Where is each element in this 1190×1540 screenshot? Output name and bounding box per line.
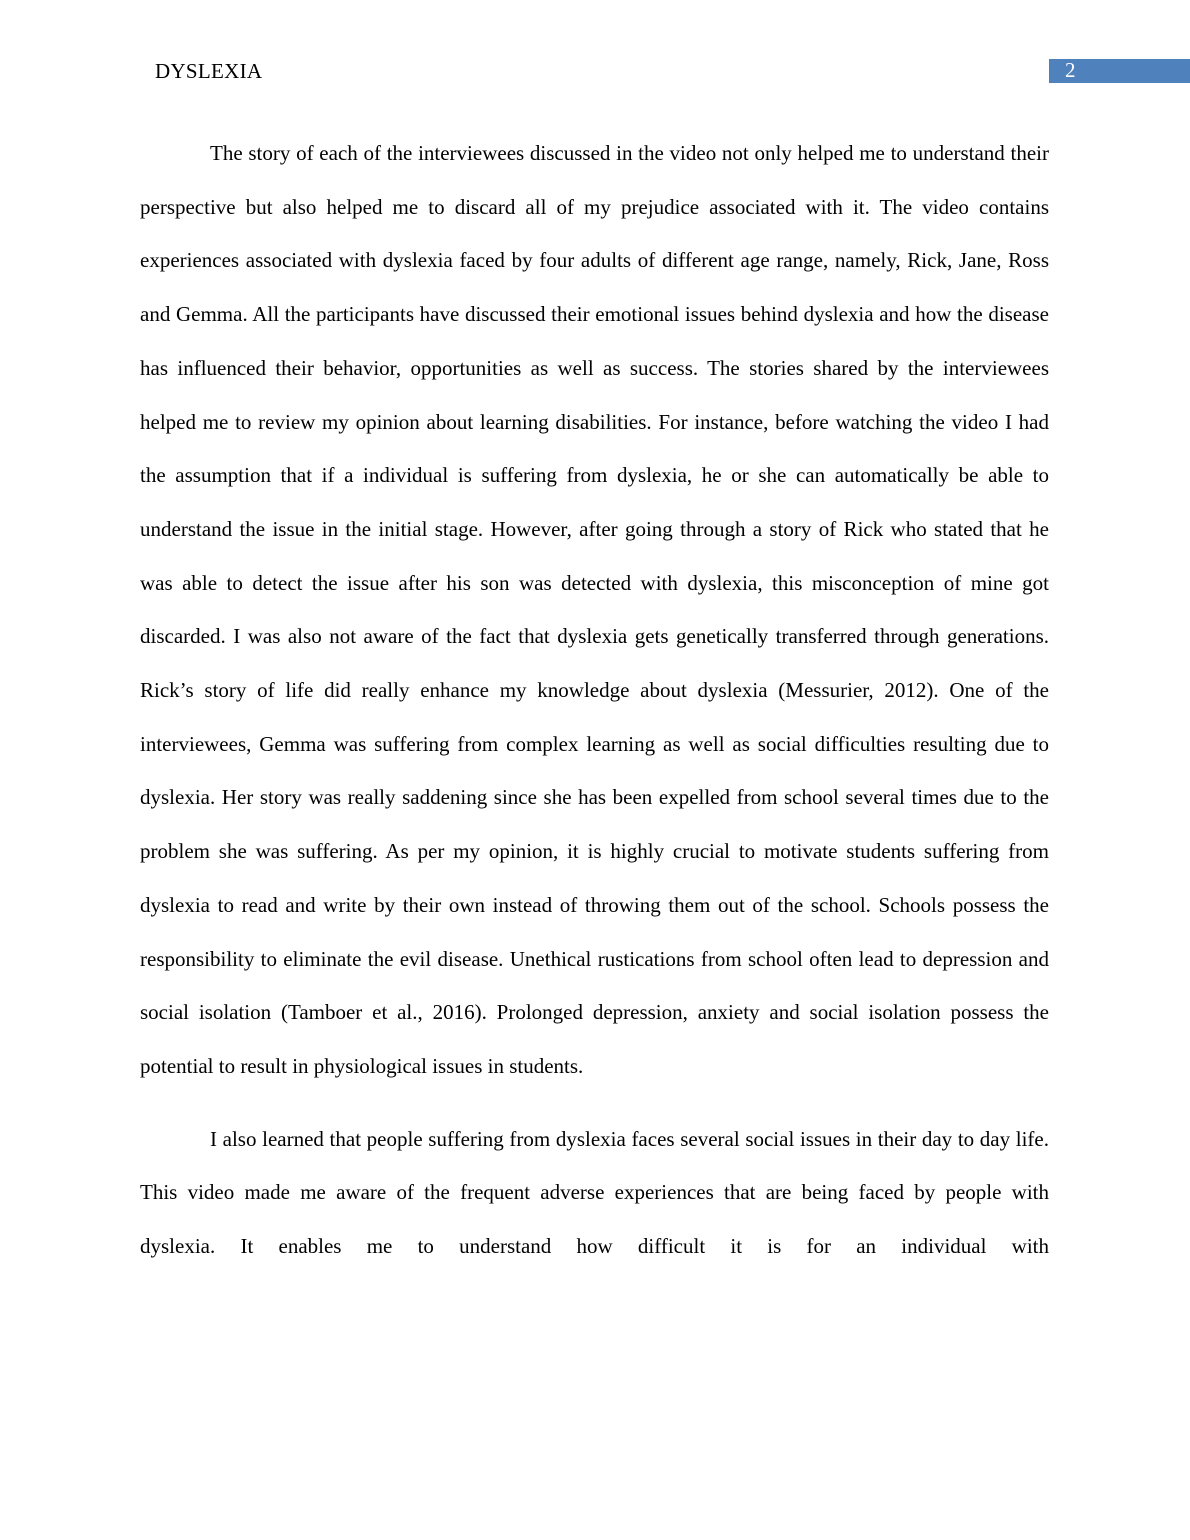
page-number: 2	[1065, 58, 1076, 82]
page-number-badge	[1049, 59, 1190, 83]
body-text	[140, 127, 1049, 1274]
paragraph-2: I also learned that people suffering from dyslexia faces several social issues in their day to day life. This video made me aware of the frequent adverse experiences that are being faced by people with dyslexia. It enables me to understand how difficult it is for an individual with	[140, 1126, 1049, 1259]
paragraph-1: The story of each of the interviewees discussed in the video not only helped me to understand their perspective but also helped me to discard all of my prejudice associated with it. The video contains experiences associated with dyslexia faced by four adults of different age range, namely, Rick, Jane, Ross and Gemma. All the participants have discussed their emotional issues behind dyslexia and how the disease has influenced their behavior, opportunities as well as success. The stories shared by the interviewees helped me to review my opinion about learning disabilities. For instance, before watching the video I had the assumption that if a individual is suffering from dyslexia, he or she can automatically be able to understand the issue in the initial stage. However, after going through a story of Rick who stated that he was able to detect the issue after his son was detected with dyslexia, this misconception of mine got discarded. I was also not aware of the fact that dyslexia gets genetically transferred through generations. Rick’s story of life did really enhance my knowledge about dyslexia (Messurier, 2012). One of the interviewees, Gemma was suffering from complex learning as well as social difficulties resulting due to dyslexia. Her story was really saddening since she has been expelled from school several times due to the problem she was suffering. As per my opinion, it is highly crucial to motivate students suffering from dyslexia to read and write by their own instead of throwing them out of the school. Schools possess the responsibility to eliminate the evil disease. Unethical rustications from school often lead to depression and social isolation (Tamboer et al., 2016). Prolonged depression, anxiety and social isolation possess the potential to result in physiological issues in students.	[140, 141, 1049, 1078]
running-head: DYSLEXIA	[155, 59, 263, 83]
